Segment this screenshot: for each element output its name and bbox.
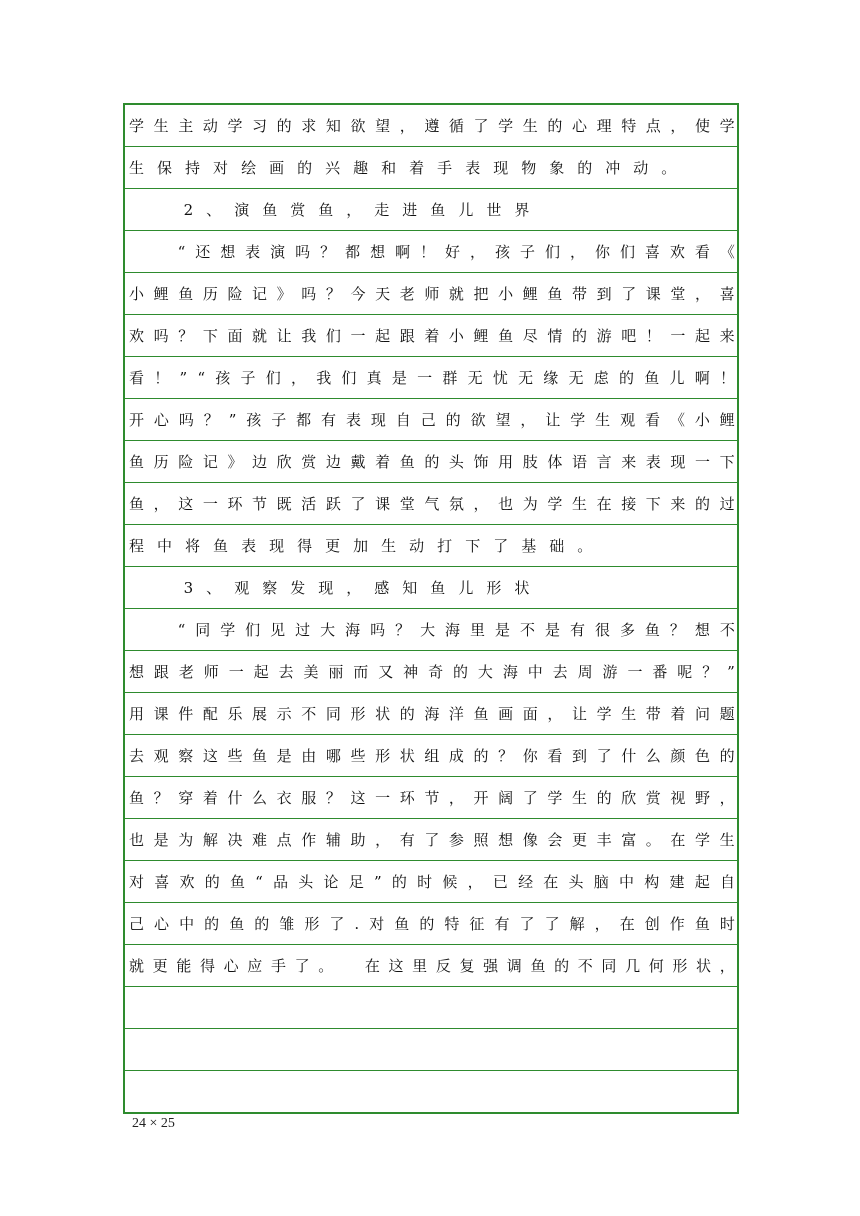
text-line: [129, 1029, 735, 1071]
text-line: 生 保 持 对 绘 画 的 兴 趣 和 着 手 表 现 物 象 的 冲 动 。: [129, 159, 677, 177]
grid-row: [125, 483, 737, 525]
text-line: 就 更 能 得 心 应 手 了 。 在 这 里 反 复 强 调 鱼 的 不 同 几 何 形 状 ，: [129, 957, 735, 975]
grid-row: [125, 273, 737, 315]
text-line: “ 同 学 们 见 过 大 海 吗 ？ 大 海 里 是 不 是 有 很 多 鱼 ？ 想 不: [177, 621, 735, 639]
grid-row: [125, 441, 737, 483]
grid-row: [125, 399, 737, 441]
grid-row: [125, 987, 737, 1029]
grid-row: [125, 147, 737, 189]
text-line: 去 观 察 这 些 鱼 是 由 哪 些 形 状 组 成 的 ？ 你 看 到 了 什 么 颜 色 的: [129, 747, 735, 765]
grid-row: [125, 777, 737, 819]
text-line: 2 、 演 鱼 赏 鱼 ， 走 进 鱼 儿 世 界: [183, 201, 530, 219]
grid-row: [125, 105, 737, 147]
text-line: [129, 987, 735, 1029]
grid-row: [125, 819, 737, 861]
text-line: 学 生 主 动 学 习 的 求 知 欲 望 ， 遵 循 了 学 生 的 心 理 特 点 ， 使 学: [129, 117, 735, 135]
grid-row: [125, 1071, 737, 1113]
text-line: 程 中 将 鱼 表 现 得 更 加 生 动 打 下 了 基 础 。: [129, 537, 593, 555]
text-line: 鱼 ， 这 一 环 节 既 活 跃 了 课 堂 气 氛 ， 也 为 学 生 在 接 下 来 的 过: [129, 495, 735, 513]
grid-row: [125, 231, 737, 273]
grid-row: [125, 735, 737, 777]
grid-size-label: 24 × 25: [132, 1116, 175, 1131]
manuscript-grid: [123, 103, 739, 1114]
grid-row: [125, 315, 737, 357]
grid-row: [125, 945, 737, 987]
grid-row: [125, 1029, 737, 1071]
grid-row: [125, 525, 737, 567]
text-line: 3 、 观 察 发 现 ， 感 知 鱼 儿 形 状: [183, 579, 530, 597]
text-line: 对 喜 欢 的 鱼 “ 品 头 论 足 ” 的 时 候 ， 已 经 在 头 脑 中 构 建 起 自: [129, 873, 735, 891]
grid-row: [125, 693, 737, 735]
text-line: [129, 1071, 735, 1113]
text-line: 用 课 件 配 乐 展 示 不 同 形 状 的 海 洋 鱼 画 面 ， 让 学 生 带 着 问 题: [129, 705, 735, 723]
text-line: 看 ！ ” “ 孩 子 们 ， 我 们 真 是 一 群 无 忧 无 缘 无 虑 的 鱼 儿 啊 ！: [129, 369, 735, 387]
grid-row: [125, 567, 737, 609]
grid-row: [125, 357, 737, 399]
text-line: 鱼 历 险 记 》 边 欣 赏 边 戴 着 鱼 的 头 饰 用 肢 体 语 言 来 表 现 一 下: [129, 453, 735, 471]
text-line: 开 心 吗 ？ ” 孩 子 都 有 表 现 自 己 的 欲 望 ， 让 学 生 观 看 《 小 鲤: [129, 411, 735, 429]
text-line: 鱼 ？ 穿 着 什 么 衣 服 ？ 这 一 环 节 ， 开 阔 了 学 生 的 欣 赏 视 野 ，: [129, 789, 735, 807]
grid-row: [125, 861, 737, 903]
grid-row: [125, 903, 737, 945]
grid-row: [125, 189, 737, 231]
grid-row: [125, 609, 737, 651]
text-line: 想 跟 老 师 一 起 去 美 丽 而 又 神 奇 的 大 海 中 去 周 游 一 番 呢 ？ ”: [129, 663, 735, 681]
text-line: “ 还 想 表 演 吗 ？ 都 想 啊 ！ 好 ， 孩 子 们 ， 你 们 喜 欢 看 《: [177, 243, 735, 261]
text-line: 小 鲤 鱼 历 险 记 》 吗 ？ 今 天 老 师 就 把 小 鲤 鱼 带 到 了 课 堂 ， 喜: [129, 285, 735, 303]
text-line: 欢 吗 ？ 下 面 就 让 我 们 一 起 跟 着 小 鲤 鱼 尽 情 的 游 吧 ！ 一 起 来: [129, 327, 735, 345]
text-line: 也 是 为 解 决 难 点 作 辅 助 ， 有 了 参 照 想 像 会 更 丰 富 。 在 学 生: [129, 831, 735, 849]
grid-row: [125, 651, 737, 693]
text-line: 己 心 中 的 鱼 的 雏 形 了 . 对 鱼 的 特 征 有 了 了 解 ， 在 创 作 鱼 时: [129, 915, 735, 933]
